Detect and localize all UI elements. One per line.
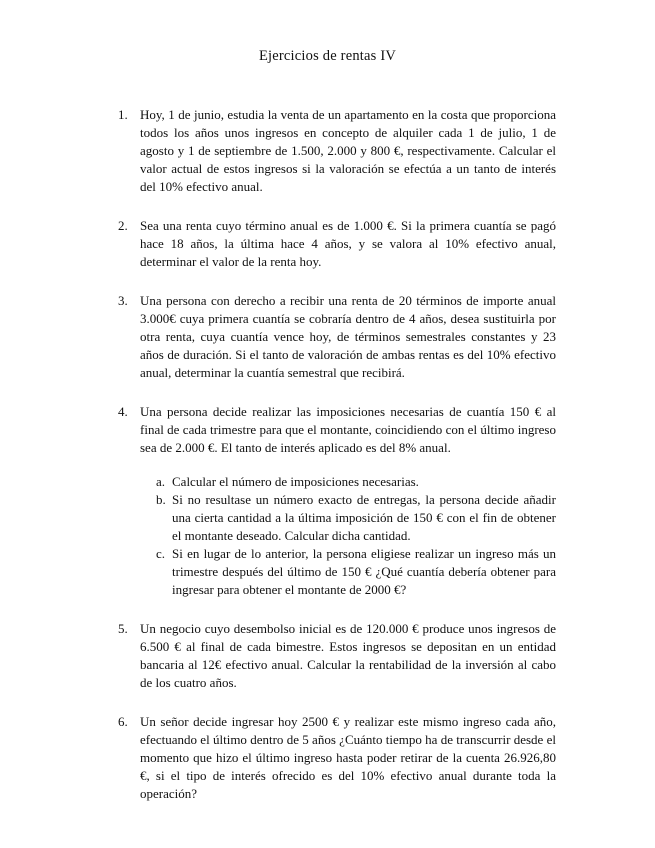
exercise-number: 1.: [118, 107, 128, 122]
exercise-item-1: [118, 106, 556, 196]
sub-question-letter: a.: [156, 474, 166, 489]
exercise-text: Un señor decide ingresar hoy 2500 € y realizar este mismo ingreso cada año, efectuando el último dentro de 5 años ¿Cuánto tiempo ha de transcurrir desde el momento que hizo el último ingreso hasta poder retirar de la cuenta 26.926,80 €, si el tipo de interés ofrecido es del 10% efectivo anual durante toda la operación?: [140, 714, 556, 801]
exercise-number: 2.: [118, 218, 128, 233]
exercise-text: Sea una renta cuyo término anual es de 1.000 €. Si la primera cuantía se pagó hace 18 años, la última hace 4 años, y se valora al 10% efectivo anual, determinar el valor de la renta hoy.: [140, 218, 556, 269]
exercise-number: 5.: [118, 621, 128, 636]
sub-question-text: Si no resultase un número exacto de entregas, la persona decide añadir una cierta cantidad a la última imposición de 150 € con el fin de obtener el montante deseado. Calcular dicha cantidad.: [172, 492, 556, 543]
exercise-text: Un negocio cuyo desembolso inicial es de 120.000 € produce unos ingresos de 6.500 € al final de cada bimestre. Estos ingresos se depositan en un entidad bancaria al 12€ efectivo anual. Calcular la rentabilidad de la inversión al cabo de los cuatro años.: [140, 621, 556, 690]
exercise-item-5: [118, 620, 556, 692]
exercise-number: 4.: [118, 404, 128, 419]
exercise-item-4: [118, 403, 556, 599]
exercise-number: 3.: [118, 293, 128, 308]
exercise-list: [118, 106, 556, 824]
exercise-text: Hoy, 1 de junio, estudia la venta de un apartamento en la costa que proporciona todos los años unos ingresos en concepto de alquiler cada 1 de julio, 1 de agosto y 1 de septiembre de 1.500, 2.000 y 800 €, respectivamente. Calcular el valor actual de estos ingresos si la valoración se efectúa a un tanto de interés del 10% efectivo anual.: [140, 107, 556, 194]
sub-question-b: [156, 491, 556, 545]
sub-question-list: [156, 473, 556, 599]
exercise-item-2: [118, 217, 556, 271]
exercise-text: Una persona decide realizar las imposiciones necesarias de cuantía 150 € al final de cada trimestre para que el montante, coincidiendo con el último ingreso sea de 2.000 €. El tanto de interés aplicado es del 8% anual.: [140, 404, 556, 455]
exercise-item-3: [118, 292, 556, 382]
exercise-number: 6.: [118, 714, 128, 729]
sub-question-letter: c.: [156, 546, 166, 561]
sub-question-c: [156, 545, 556, 599]
document-title: Ejercicios de rentas IV: [258, 48, 397, 64]
sub-question-text: Calcular el número de imposiciones necesarias.: [172, 474, 419, 489]
sub-question-a: [156, 473, 556, 491]
exercise-item-6: [118, 713, 556, 803]
exercise-text: Una persona con derecho a recibir una renta de 20 términos de importe anual 3.000€ cuya primera cuantía se cobraría dentro de 4 años, desea sustituirla por otra renta, cuya cuantía vence hoy, de términos semestrales constantes y 23 años de duración. Si el tanto de valoración de ambas rentas es del 10% efectivo anual, determinar la cuantía semestral que recibirá.: [140, 293, 556, 380]
sub-question-text: Si en lugar de lo anterior, la persona eligiese realizar un ingreso más un trimestre después del último de 150 € ¿Qué cuantía debería obtener para ingresar para obtener el montante de 2000 €?: [172, 546, 556, 597]
sub-question-letter: b.: [156, 492, 166, 507]
